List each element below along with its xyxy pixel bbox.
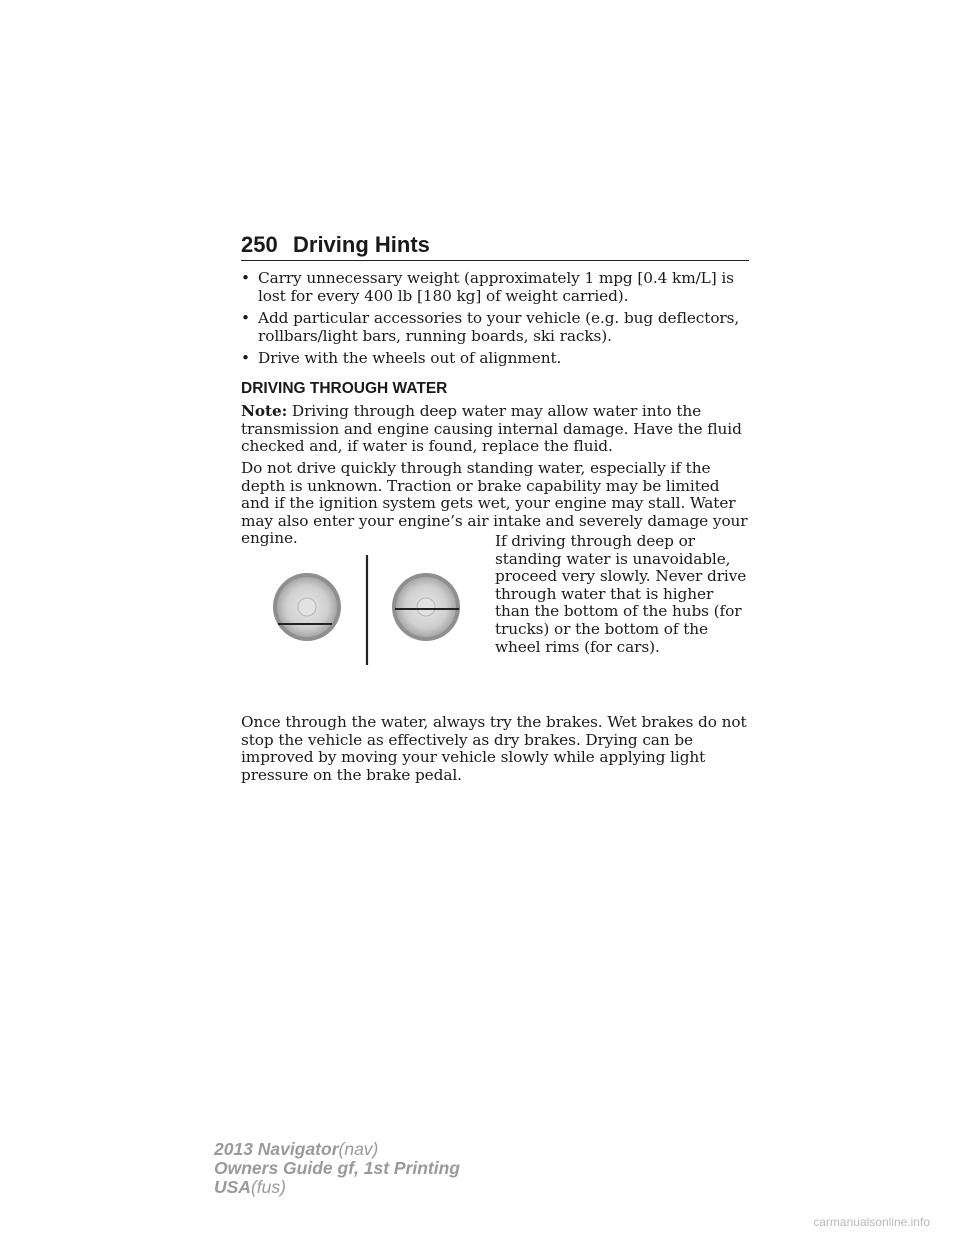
footer-line-guide: Owners Guide gf, 1st Printing	[214, 1158, 460, 1178]
note-text: Driving through deep water may allow water into the transmission and engine causing internal damage. Have the fluid checked and, if water is found, replace the fluid.	[241, 402, 742, 456]
note-label: Note:	[241, 402, 288, 420]
bullet-marker: •	[241, 349, 250, 367]
bullet-text: Carry unnecessary weight (approximately 1 mpg [0.4 km/L] is lost for every 400 lb [180 kg] of weight carried).	[258, 269, 734, 305]
note-paragraph	[241, 403, 751, 456]
paragraph-deep-water: If driving through deep or standing water is unavoidable, proceed very slowly. Never drive through water that is higher than the bottom of the hubs (for trucks) or the bottom of the wheel rims (for cars).	[495, 532, 747, 656]
footer-region: USA	[214, 1177, 251, 1197]
bullet-marker: •	[241, 309, 250, 327]
section-heading: DRIVING THROUGH WATER	[241, 380, 448, 397]
truck-wheel-icon	[273, 573, 341, 641]
page-header	[241, 232, 749, 261]
document-footer	[214, 1140, 460, 1197]
bullet-text: Add particular accessories to your vehicle (e.g. bug deflectors, rollbars/light bars, running boards, ski racks).	[258, 309, 740, 345]
footer-line-model	[214, 1140, 460, 1159]
paragraph-brakes: Once through the water, always try the brakes. Wet brakes do not stop the vehicle as effectively as dry brakes. Drying can be improved by moving your vehicle slowly while applying light pressure on the brake pedal.	[241, 713, 747, 784]
paragraph-fast-driving: Do not drive quickly through standing water, especially if the depth is unknown. Traction or brake capability may be limited and if the ignition system gets wet, your engine may stall. Water may also enter your engine’s air intake and severely damage your engine.	[241, 459, 748, 548]
footer-line-region	[214, 1178, 460, 1197]
page-number: 250	[241, 232, 278, 257]
section-title: Driving Hints	[293, 232, 430, 257]
watermark: carmanualsonline.info	[813, 1215, 930, 1229]
footer-model-code: (nav)	[338, 1139, 379, 1159]
bullet-text: Drive with the wheels out of alignment.	[258, 349, 562, 367]
footer-model: 2013 Navigator	[214, 1139, 339, 1159]
water-depth-wheels-illustration	[266, 550, 466, 670]
footer-region-code: (fus)	[250, 1177, 286, 1197]
car-wheel-icon	[392, 573, 460, 641]
bullet-marker: •	[241, 269, 250, 287]
